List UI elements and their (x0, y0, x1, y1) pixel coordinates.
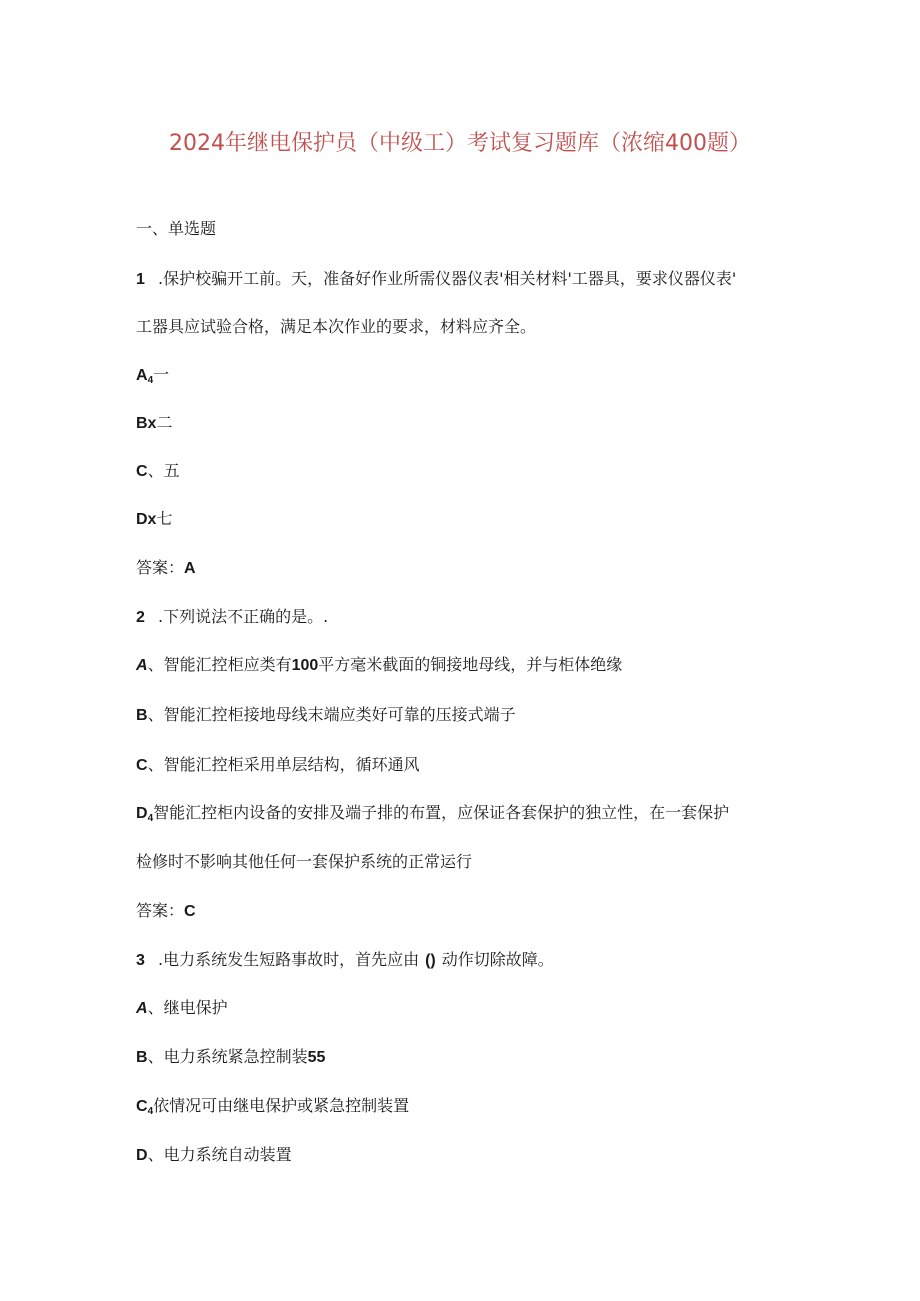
question-number: 3 (136, 952, 145, 969)
answer-1: 答案：A (136, 558, 196, 577)
option-c: C、智能汇控柜采用单层结构，循环通风 (136, 755, 420, 774)
option-d: D、电力系统自动装置 (136, 1145, 292, 1164)
option-c: C、五 (136, 461, 180, 480)
question-2-stem: 2 .下列说法不正确的是。. (136, 606, 328, 629)
option-d-cont: 检修时不影响其他任何一套保护系统的正常运行 (136, 852, 473, 871)
option-d: D4智能汇控柜内设备的安排及端子排的布置，应保证各套保护的独立性，在一套保护 (136, 803, 730, 824)
answer-2: 答案：C (136, 901, 196, 920)
question-3-stem: 3 .电力系统发生短路事故时，首先应由 () 动作切除故障。 (136, 949, 554, 972)
option-a: A、继电保护 (136, 998, 228, 1017)
option-c: C4依情况可由继电保护或紧急控制装置 (136, 1096, 410, 1117)
option-a: A4一 (136, 365, 170, 386)
option-b: B、电力系统紧急控制装55 (136, 1047, 326, 1066)
document-title: 2024年继电保护员（中级工）考试复习题库（浓缩400题） (169, 131, 751, 156)
question-1-stem (136, 268, 736, 291)
section-heading: 一、单选题 (136, 219, 217, 238)
option-d: Dx七 (136, 509, 173, 528)
question-text: .保护校骗开工前。天，准备好作业所需仪器仪表'相关材料'工器具，要求仪器仪表' (158, 269, 737, 288)
option-b: B、智能汇控柜接地母线末端应类好可靠的压接式端子 (136, 705, 516, 724)
question-number: 1 (136, 271, 145, 288)
question-1-stem-cont: 工器具应试验合格，满足本次作业的要求，材料应齐全。 (136, 317, 537, 336)
question-number: 2 (136, 609, 145, 626)
option-b: Bx二 (136, 413, 173, 432)
option-a: A、智能汇控柜应类有100平方毫米截面的铜接地母线，并与柜体绝缘 (136, 655, 623, 674)
